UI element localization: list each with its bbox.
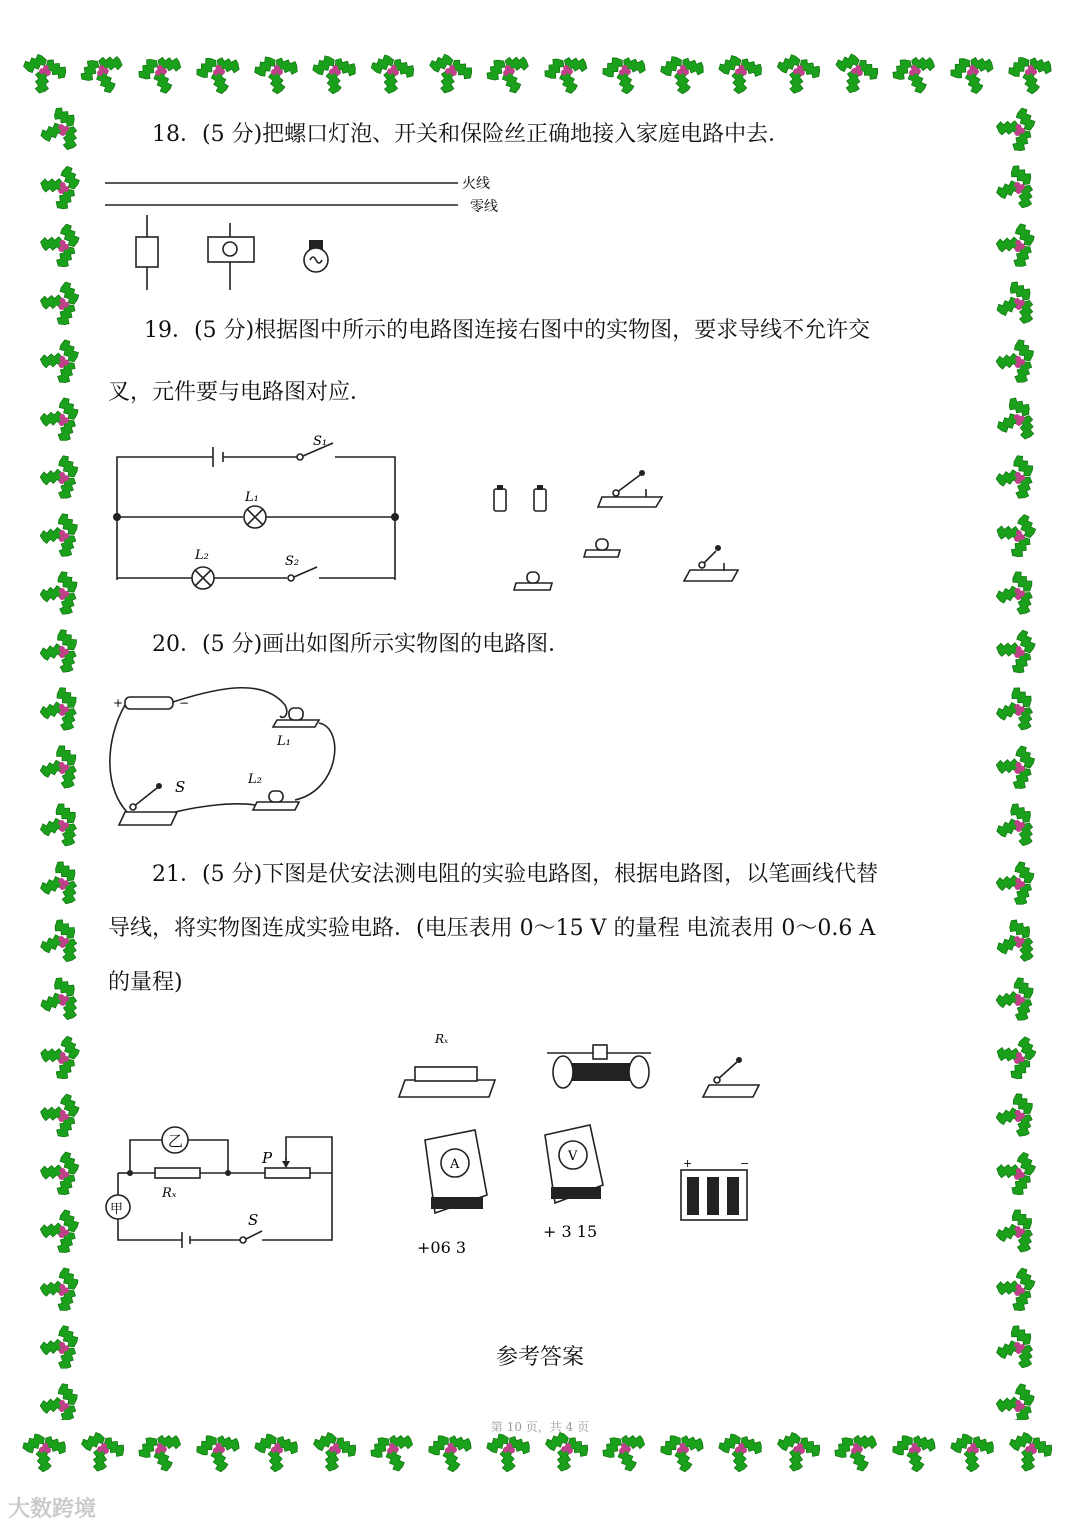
holly-leaf-icon [14, 47, 73, 99]
bulb-holder-l2-icon [253, 791, 299, 810]
holly-leaf-icon [191, 1429, 245, 1474]
minus-sign: − [179, 696, 190, 710]
page-footer: 第 10 页，共 4 页 [490, 1420, 590, 1434]
holly-leaf-icon [655, 1429, 709, 1474]
holly-leaf-icon [992, 100, 1041, 157]
svg-text:+: + [683, 1157, 693, 1170]
holly-leaf-icon [39, 625, 82, 677]
holly-leaf-icon [37, 1203, 83, 1258]
holly-leaf-icon [1004, 52, 1056, 95]
holly-leaf-icon [38, 682, 83, 736]
holly-leaf-icon [37, 1145, 85, 1201]
holly-leaf-icon [656, 53, 707, 94]
holly-leaf-icon [34, 970, 86, 1029]
holly-leaf-icon [40, 568, 81, 619]
question-20-text: 20．(5 分)画出如图所示实物图的电路图． [152, 632, 571, 657]
holly-leaf-icon [885, 48, 944, 100]
l2-label: L₂ [248, 772, 262, 787]
holly-leaf-icon [990, 274, 1043, 333]
question-21-line1: 21．(5 分)下图是伏安法测电阻的实验电路图，根据电路图，以笔画线代替 [152, 862, 879, 887]
svg-text:−: − [740, 1157, 750, 1170]
bulb-holder-icon [584, 539, 620, 557]
holly-leaf-icon [36, 855, 85, 912]
holly-leaf-icon [995, 335, 1037, 387]
holly-leaf-icon [479, 47, 539, 100]
holly-leaf-icon [38, 392, 83, 446]
rx-component-label: Rₓ [435, 1032, 449, 1046]
holly-leaf-icon [991, 159, 1041, 217]
holly-leaf-icon [37, 740, 83, 795]
holly-leaf-icon [251, 53, 302, 94]
holly-leaf-icon [17, 1429, 71, 1474]
holly-leaf-icon [887, 1429, 941, 1474]
question-18 [108, 120, 978, 150]
q19-circuit-diagram [105, 425, 415, 595]
holly-leaf-icon [994, 1378, 1040, 1420]
holly-leaf-icon [420, 47, 480, 100]
watermark-logo: 大数跨境 [8, 1497, 97, 1522]
q19-physical-components [480, 455, 770, 595]
holly-leaf-icon [36, 216, 85, 273]
holly-leaf-icon [825, 46, 886, 101]
holly-border-top [0, 40, 1080, 110]
knife-switch-icon [684, 545, 738, 581]
holly-leaf-icon [993, 1204, 1040, 1259]
question-19 [108, 316, 978, 408]
s-label: S [175, 778, 186, 796]
q18-figure [100, 165, 540, 300]
holly-leaf-icon [712, 50, 767, 96]
plus-sign: + [113, 696, 124, 710]
holly-leaf-icon [131, 48, 189, 99]
voltmeter-terminals: + 3 15 [543, 1222, 598, 1241]
battery-pack-icon [681, 1157, 749, 1220]
screw-bulb-icon [304, 240, 328, 272]
s-label: S [248, 1211, 259, 1229]
holly-leaf-icon [423, 1429, 477, 1474]
voltmeter-symbol: V [568, 1149, 578, 1164]
rheostat-icon [547, 1045, 651, 1088]
holly-leaf-icon [40, 1379, 81, 1420]
jia-meter-label: 甲 [110, 1202, 124, 1217]
question-19-line1: 19．(5 分)根据图中所示的电路图连接右图中的实物图，要求导线不允许交 [144, 318, 871, 343]
answer-title: 参考答案 [495, 1345, 584, 1370]
question-19-line2: 叉，元件要与电路图对应． [108, 380, 373, 405]
battery-cell-icon [534, 485, 546, 511]
neutral-wire-label: 零线 [470, 199, 498, 215]
holly-leaf-icon [995, 451, 1037, 503]
holly-leaf-icon [994, 218, 1040, 272]
holly-leaf-icon [945, 1429, 999, 1474]
holly-leaf-icon [993, 739, 1040, 794]
ammeter-icon [417, 1130, 487, 1257]
bulb-holder-icon [514, 572, 552, 590]
holly-leaf-icon [988, 389, 1043, 450]
holly-leaf-icon [35, 912, 86, 970]
holly-border-left [30, 100, 100, 1420]
l2-label: L₂ [195, 548, 209, 563]
knife-switch-icon [119, 783, 177, 825]
q21-circuit-diagram [100, 1115, 350, 1255]
bulb-holder-l1-icon [273, 708, 319, 727]
holly-leaf-icon [992, 681, 1041, 738]
holly-leaf-icon [989, 911, 1043, 971]
holly-leaf-icon [37, 333, 83, 388]
holly-leaf-icon [36, 1086, 85, 1143]
question-21-line2: 导线，将实物图连成实验电路．(电压表用 0～15 V 的量程 电流表用 0～0.6 A [108, 916, 876, 941]
holly-leaf-icon [990, 796, 1041, 855]
ammeter-terminals: +06 3 [417, 1238, 467, 1257]
battery-icon [125, 697, 173, 709]
holly-leaf-icon [363, 49, 420, 98]
holly-leaf-icon [35, 1028, 86, 1086]
q20-physical-circuit [105, 680, 345, 830]
switch-icon [208, 223, 254, 290]
holly-leaf-icon [538, 49, 595, 98]
l1-label: L₁ [277, 734, 291, 749]
knife-switch-icon [598, 470, 662, 507]
holly-leaf-icon [769, 48, 827, 99]
holly-leaf-icon [249, 1429, 303, 1474]
ammeter-symbol: A [450, 1157, 460, 1172]
rx-label: Rₓ [162, 1186, 177, 1201]
holly-leaf-icon [307, 51, 361, 96]
yi-meter-label: 乙 [168, 1132, 184, 1150]
holly-border-right [980, 100, 1050, 1420]
holly-leaf-icon [36, 797, 84, 853]
holly-leaf-icon [996, 974, 1036, 1024]
p-label: P [262, 1149, 273, 1167]
holly-leaf-icon [38, 1262, 83, 1316]
holly-leaf-icon [992, 1260, 1041, 1317]
live-wire-label: 火线 [462, 176, 490, 192]
holly-leaf-icon [990, 1026, 1044, 1086]
holly-leaf-icon [991, 1143, 1042, 1202]
holly-leaf-icon [35, 158, 86, 216]
question-18-text: 18．(5 分)把螺口灯泡、开关和保险丝正确地接入家庭电路中去． [152, 122, 791, 147]
l1-label: L₁ [245, 490, 259, 505]
voltmeter-icon [543, 1125, 603, 1241]
holly-leaf-icon [191, 51, 246, 97]
holly-leaf-icon [37, 275, 85, 331]
s1-label: S₁ [313, 434, 328, 449]
question-21-line3: 的量程) [108, 970, 183, 995]
knife-switch-icon [703, 1057, 759, 1097]
question-21 [108, 860, 978, 998]
holly-leaf-icon [34, 100, 86, 159]
s2-label: S₂ [285, 554, 300, 569]
holly-leaf-icon [993, 566, 1039, 620]
holly-leaf-icon [994, 1089, 1038, 1142]
fuse-icon [136, 215, 158, 290]
holly-leaf-icon [39, 451, 82, 503]
holly-leaf-icon [713, 1429, 767, 1474]
holly-leaf-icon [994, 856, 1038, 909]
holly-leaf-icon [481, 1429, 535, 1474]
holly-leaf-icon [72, 47, 133, 102]
battery-cell-icon [494, 485, 506, 511]
holly-leaf-icon [40, 509, 81, 560]
holly-leaf-icon [944, 50, 1000, 98]
question-20 [108, 630, 978, 660]
q21-physical-components [395, 1025, 775, 1260]
holly-leaf-icon [597, 51, 651, 96]
resistor-rx-icon [399, 1032, 495, 1097]
holly-leaf-icon [990, 505, 1043, 564]
holly-leaf-icon [992, 622, 1042, 680]
